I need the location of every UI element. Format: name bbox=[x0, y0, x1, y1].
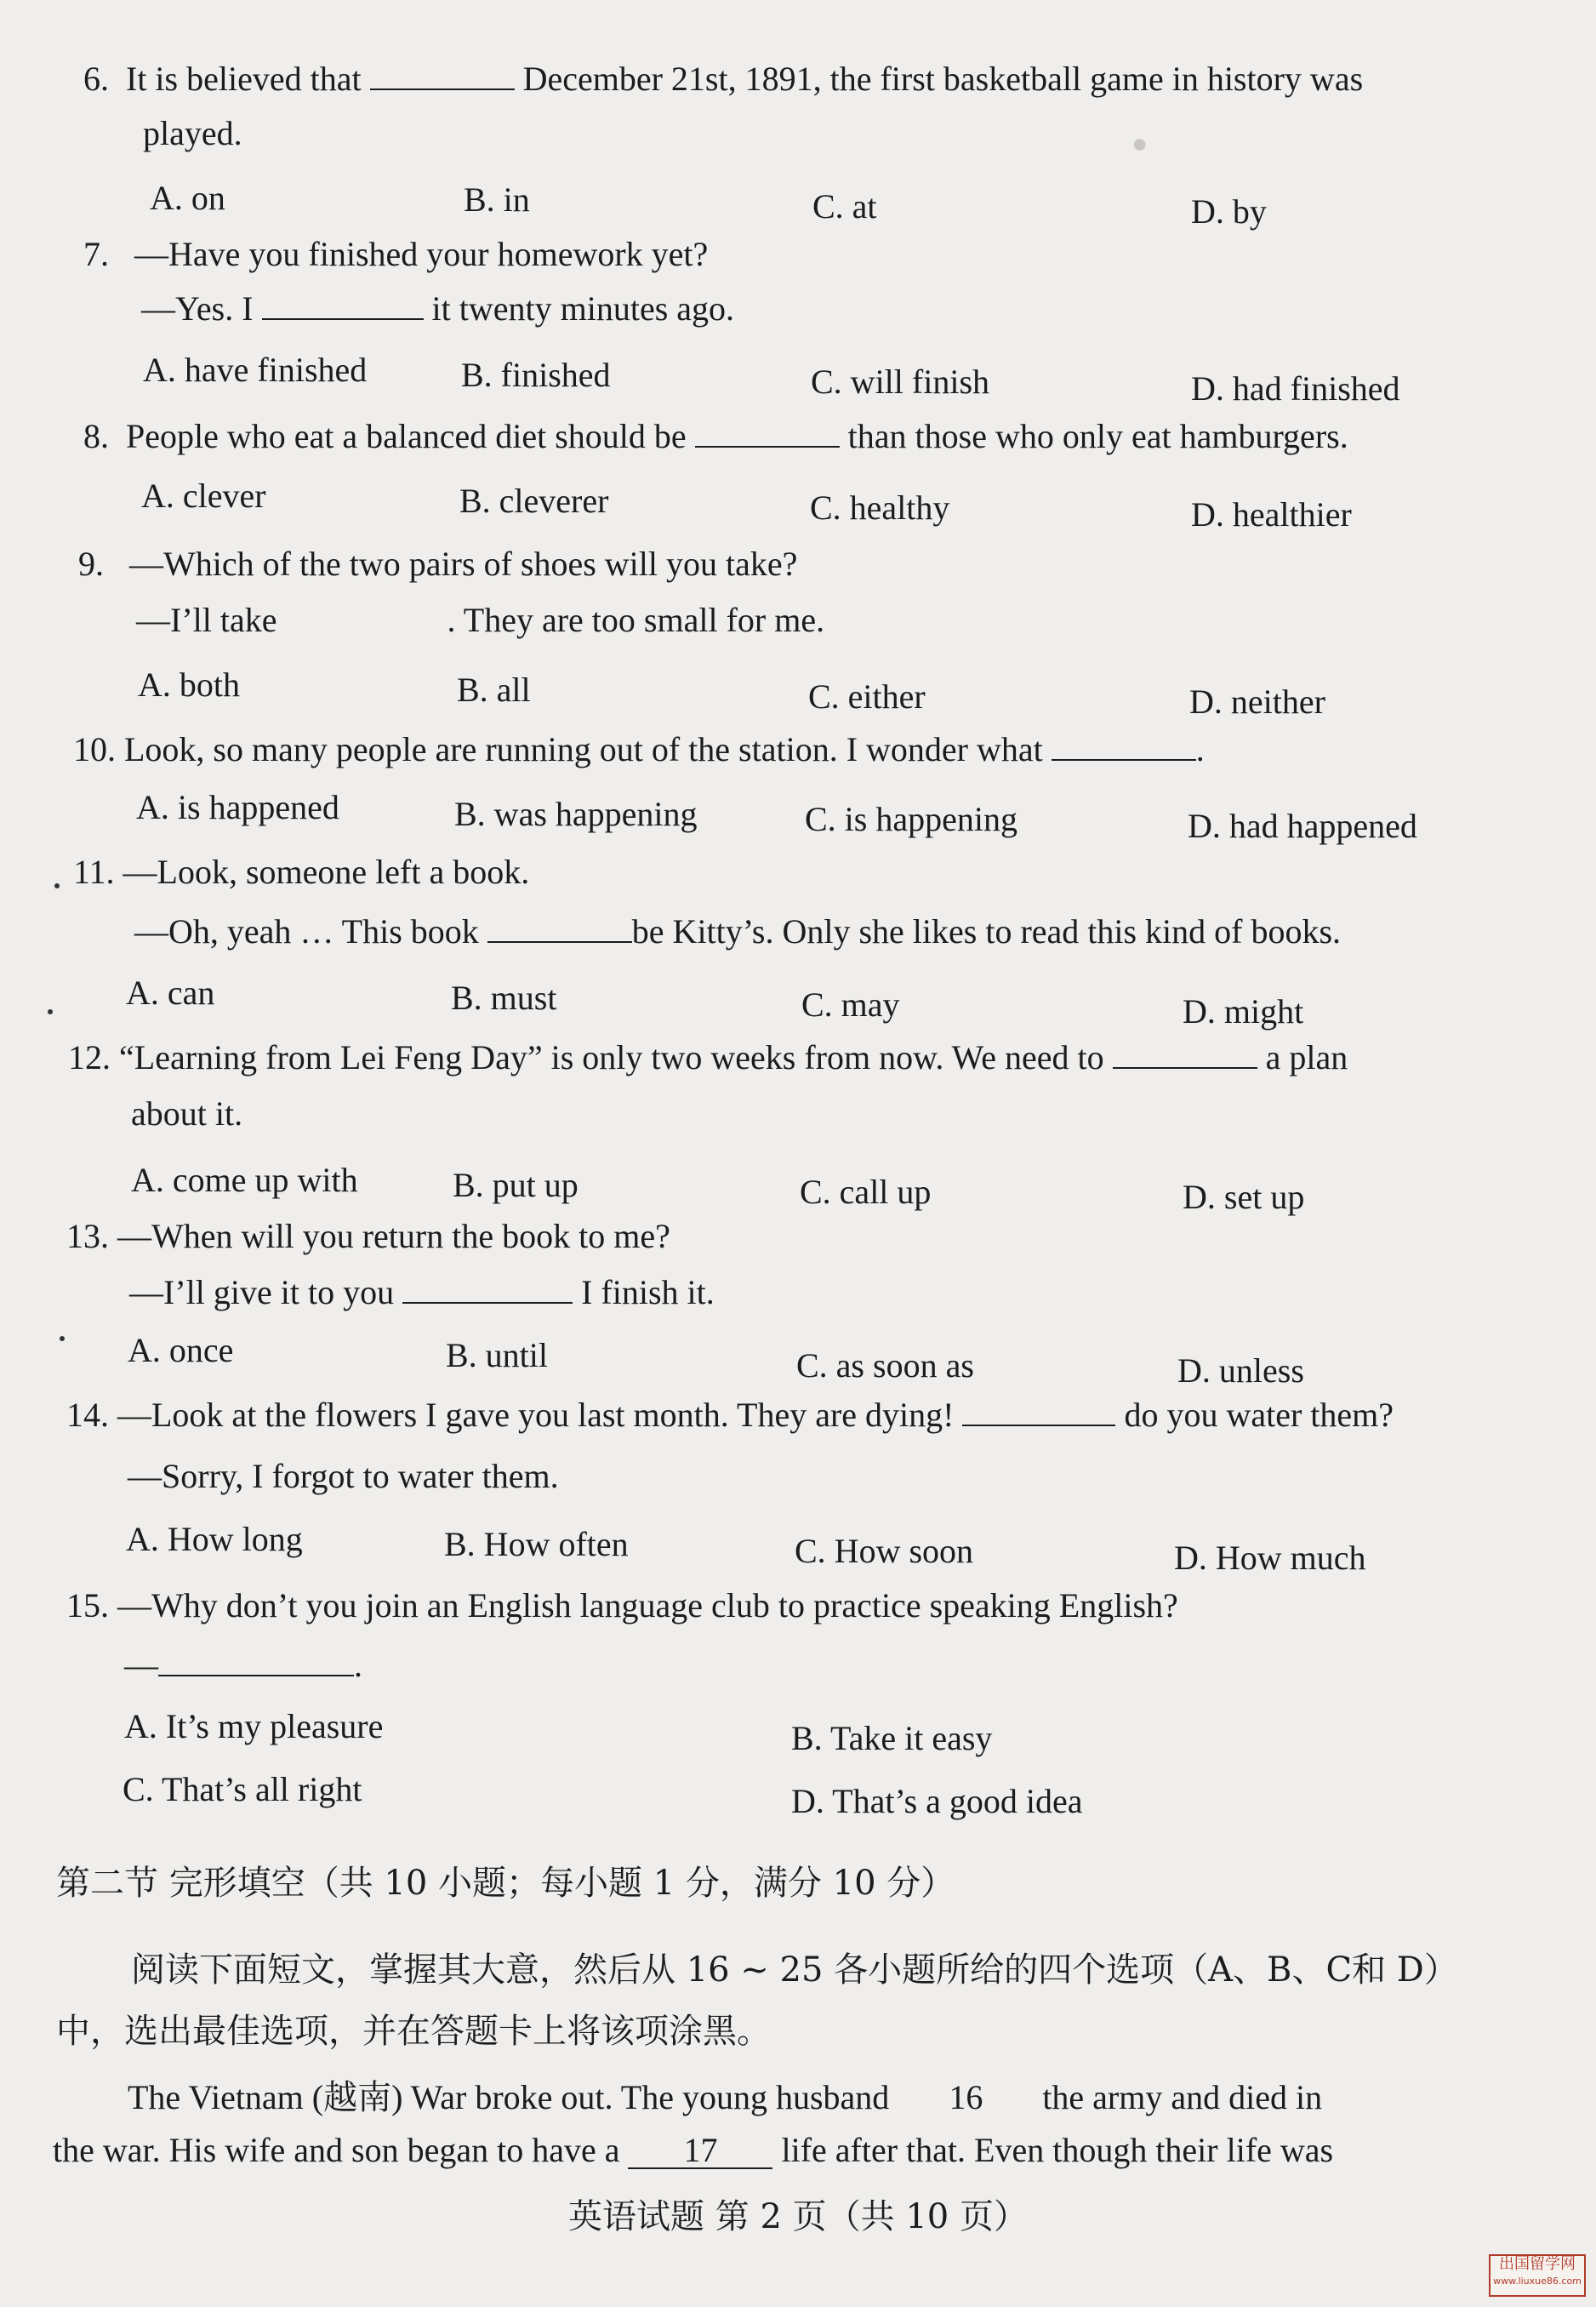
answer-blank bbox=[286, 602, 447, 631]
question-10-line1: 10. Look, so many people are running out of the station. I wonder what . bbox=[73, 730, 1205, 768]
option-c: C. How soon bbox=[795, 1532, 974, 1570]
site-watermark bbox=[1489, 2254, 1586, 2297]
option-d: D. That’s a good idea bbox=[791, 1782, 1083, 1820]
bleed-through-text: ● bbox=[1131, 128, 1149, 158]
option-b: B. until bbox=[446, 1336, 549, 1374]
option-d: D. had happened bbox=[1188, 807, 1417, 845]
option-a: A. can bbox=[126, 974, 215, 1012]
answer-blank bbox=[262, 289, 424, 320]
question-14-line2: —Sorry, I forgot to water them. bbox=[128, 1457, 559, 1495]
option-b: B. cleverer bbox=[459, 482, 609, 520]
answer-blank bbox=[370, 60, 515, 90]
section-instructions-line2: 中，选出最佳选项，并在答题卡上将该项涂黑。 bbox=[56, 2012, 771, 2051]
option-c: C. either bbox=[808, 677, 926, 716]
question-15-line2: — . bbox=[124, 1646, 362, 1684]
option-c: C. as soon as bbox=[796, 1346, 974, 1385]
option-d: D. by bbox=[1191, 192, 1267, 231]
option-a: A. both bbox=[138, 665, 240, 704]
option-c: C. may bbox=[801, 985, 900, 1024]
question-9-line2: —I’ll take . They are too small for me. bbox=[136, 601, 825, 639]
scan-speck bbox=[60, 1336, 65, 1341]
scan-speck bbox=[48, 1009, 53, 1014]
answer-blank bbox=[1113, 1038, 1257, 1069]
option-a: A. How long bbox=[126, 1520, 303, 1558]
page-footer: 英语试题 第 2 页（共 10 页） bbox=[568, 2197, 1028, 2236]
option-d: D. set up bbox=[1183, 1178, 1305, 1216]
option-d: D. neither bbox=[1189, 682, 1325, 721]
question-11-line1: 11. —Look, someone left a book. bbox=[73, 853, 530, 891]
question-13-line2: —I’ll give it to you I finish it. bbox=[129, 1273, 715, 1311]
question-6-line1: 6. It is believed that December 21st, 1891, the first basketball game in history was bbox=[83, 60, 1364, 98]
answer-blank bbox=[962, 1396, 1115, 1426]
option-b: B. put up bbox=[453, 1166, 579, 1204]
question-7-line2: —Yes. I it twenty minutes ago. bbox=[141, 289, 735, 328]
answer-blank bbox=[158, 1646, 354, 1676]
scan-speck bbox=[54, 883, 60, 888]
answer-blank bbox=[487, 912, 632, 943]
option-a: A. It’s my pleasure bbox=[124, 1707, 384, 1745]
option-b: B. How often bbox=[444, 1525, 629, 1563]
option-c: C. call up bbox=[800, 1173, 932, 1211]
option-d: D. How much bbox=[1174, 1539, 1366, 1577]
option-a: A. come up with bbox=[131, 1161, 358, 1199]
option-b: B. all bbox=[457, 671, 531, 709]
option-b: B. finished bbox=[461, 356, 611, 394]
option-d: D. healthier bbox=[1191, 495, 1352, 534]
option-b: B. was happening bbox=[454, 795, 698, 833]
question-9-line1: 9. —Which of the two pairs of shoes will you take? bbox=[78, 545, 798, 583]
question-7-line1: 7. —Have you finished your homework yet? bbox=[83, 235, 709, 273]
option-a: A. clever bbox=[141, 477, 266, 515]
passage-blank-16: 16 bbox=[949, 2078, 983, 2116]
question-13-line1: 13. —When will you return the book to me? bbox=[66, 1217, 670, 1255]
option-a: A. once bbox=[128, 1331, 234, 1369]
watermark-line2: www.liuxue86.com bbox=[1493, 2276, 1582, 2287]
question-15-line1: 15. —Why don’t you join an English language club to practice speaking English? bbox=[66, 1586, 1178, 1625]
question-12-line1: 12. “Learning from Lei Feng Day” is only two weeks from now. We need to a plan bbox=[68, 1038, 1348, 1076]
question-6-line2: played. bbox=[143, 114, 242, 152]
option-a: A. have finished bbox=[143, 351, 368, 389]
option-c: C. will finish bbox=[811, 363, 990, 401]
passage-blank-17: 17 bbox=[628, 2133, 772, 2169]
question-11-line2: —Oh, yeah … This book be Kitty’s. Only she likes to read this kind of books. bbox=[134, 912, 1342, 951]
option-c: C. at bbox=[812, 187, 877, 226]
option-a: A. on bbox=[150, 179, 225, 217]
option-b: B. Take it easy bbox=[791, 1719, 993, 1757]
section-title: 第二节 完形填空（共 10 小题；每小题 1 分，满分 10 分） bbox=[56, 1864, 955, 1903]
option-b: B. in bbox=[464, 180, 530, 219]
answer-blank bbox=[1052, 730, 1196, 761]
option-a: A. is happened bbox=[136, 788, 339, 826]
option-c: C. healthy bbox=[810, 488, 950, 527]
section-instructions-line1: 阅读下面短文，掌握其大意，然后从 16 ~ 25 各小题所给的四个选项（A、B、C和 D） bbox=[131, 1950, 1458, 1990]
question-8-line1: 8. People who eat a balanced diet should be than those who only eat hamburgers. bbox=[83, 417, 1348, 455]
watermark-line1: 出国留学网 bbox=[1499, 2255, 1576, 2273]
answer-blank bbox=[695, 417, 840, 448]
passage-line1: The Vietnam (越南) War broke out. The young husband 16 the army and died in bbox=[128, 2078, 1323, 2116]
question-12-line2: about it. bbox=[131, 1094, 243, 1133]
answer-blank bbox=[402, 1273, 573, 1304]
option-c: C. That’s all right bbox=[123, 1770, 362, 1808]
option-c: C. is happening bbox=[805, 800, 1017, 838]
option-d: D. unless bbox=[1177, 1351, 1304, 1390]
option-d: D. had finished bbox=[1191, 369, 1400, 408]
option-b: B. must bbox=[451, 979, 557, 1017]
passage-line2: the war. His wife and son began to have a 17 life after that. Even though their life was bbox=[53, 2131, 1334, 2169]
question-14-line1: 14. —Look at the flowers I gave you last month. They are dying! do you water them? bbox=[66, 1396, 1394, 1434]
option-d: D. might bbox=[1183, 992, 1304, 1031]
